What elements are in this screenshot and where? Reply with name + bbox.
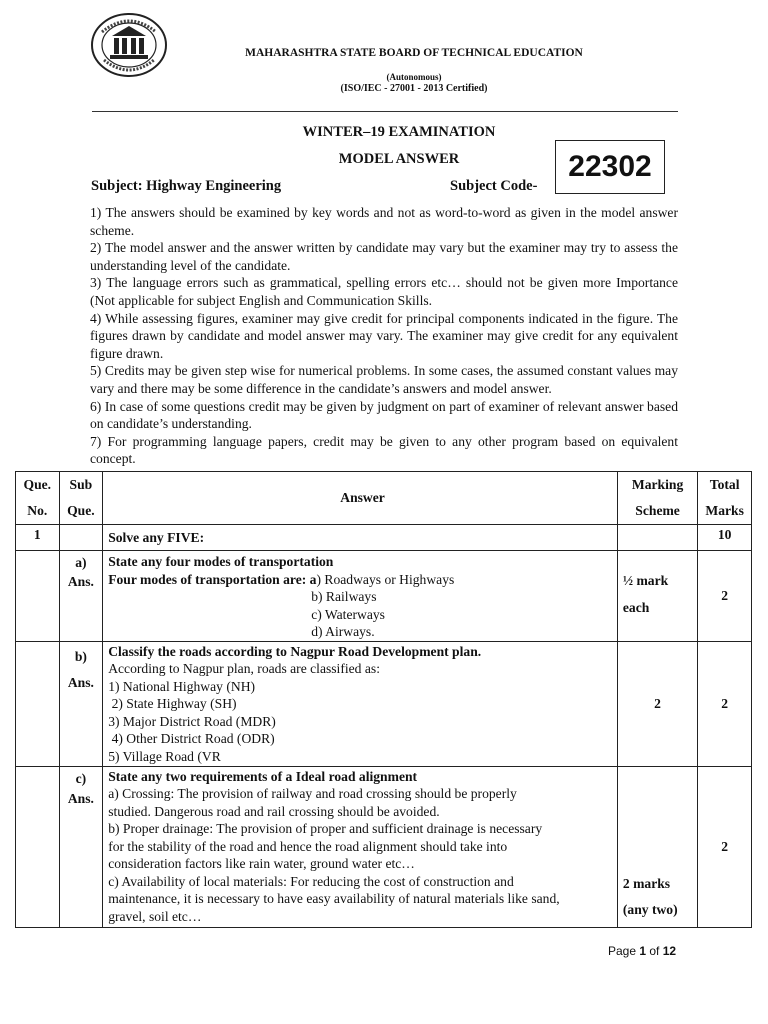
subq-label: a) Ans. (59, 551, 103, 642)
page-number: 1 (639, 944, 647, 958)
header-divider (92, 111, 678, 112)
table-header-row (16, 472, 752, 525)
instruction-item: 7) For programming language papers, credit may be given to any other program based on equivalent concept. (90, 433, 678, 467)
question-number: 1 (16, 525, 60, 551)
answer-cell: State any two requirements of a Ideal road alignment a) Crossing: The provision of railway and road crossing should be properly studied. Dangerous road and rail crossing should be avoided. b) Proper drainage: The provision of proper and sufficient drainage is necessary for the stability of the road and hence the road alignment should take into consideration factors like rain water, ground water etc… c) Availability of local materials: For reducing the cost of construction and maintenance, it is necessary to have easy availability of natural materials like sand, gravel, soil etc… (103, 766, 618, 927)
answer-cell: State any four modes of transportation Four modes of transportation are: a) Roadways or Highways b) Railways c) Waterways d) Airways. (103, 551, 618, 642)
total-cell: 2 (698, 641, 752, 766)
page-total: 12 (662, 944, 677, 958)
instruction-item: 3) The language errors such as grammatical, spelling errors etc… should not be given more Importance (Not applicable for subject English and Communication Skills. (90, 275, 678, 308)
subq-label: b) Ans. (59, 641, 103, 766)
header-total-marks: Total Marks (698, 472, 752, 525)
board-name: MAHARASHTRA STATE BOARD OF TECHNICAL EDUCATION (245, 47, 583, 59)
exam-title: WINTER–19 EXAMINATION (302, 124, 496, 140)
answer-cell: Classify the roads according to Nagpur Road Development plan. According to Nagpur plan, roads are classified as: 1) National Highway (NH) 2) State Highway (SH) 3) Major District Road (MDR) 4) Other District Road (ODR) 5) Village Road (VR (103, 641, 618, 766)
certification-label: (ISO/IEC - 27001 - 2013 Certified) (340, 83, 488, 94)
page-footer: Page 1 of 12 (608, 944, 677, 958)
marking-table (15, 471, 752, 928)
instructions (90, 204, 678, 468)
board-logo-icon (90, 12, 168, 78)
header-marking-scheme: Marking Scheme (617, 472, 697, 525)
subq-label: c) Ans. (59, 766, 103, 927)
autonomous-label: (Autonomous) (386, 72, 442, 82)
marking-cell: ½ mark each (617, 551, 697, 642)
total-cell: 2 (698, 766, 752, 927)
instruction-item: 2) The model answer and the answer written by candidate may vary but the examiner may try to assess the understanding level of the candidate. (90, 240, 678, 273)
model-answer-title: MODEL ANSWER (338, 151, 460, 167)
table-row (16, 766, 752, 927)
table-row (16, 551, 752, 642)
marking-cell: 2 marks (any two) (617, 766, 697, 927)
subject-code-label: Subject Code- (450, 178, 538, 194)
question-total: 10 (698, 525, 752, 551)
table-row (16, 525, 752, 551)
subject-code-box: 22302 (555, 140, 665, 194)
instruction-item: 1) The answers should be examined by key words and not as word-to-word as given in the model answer scheme. (90, 205, 678, 238)
table-row (16, 641, 752, 766)
header-sub-que: Sub Que. (59, 472, 103, 525)
header-answer: Answer (103, 472, 618, 525)
question-title: Solve any FIVE: (103, 525, 618, 551)
instruction-item: 4) While assessing figures, examiner may give credit for principal components indicated in the figure. The figures drawn by candidate and model answer may vary. The examiner may give credit for any equivalent figure drawn. (90, 310, 678, 361)
subject-label: Subject: Highway Engineering (91, 178, 282, 194)
header-que-no: Que. No. (16, 472, 60, 525)
instruction-item: 5) Credits may be given step wise for numerical problems. In some cases, the assumed constant values may vary and there may be some difference in the candidate’s answers and model answer. (90, 363, 678, 396)
instruction-item: 6) In case of some questions credit may be given by judgment on part of examiner of relevant answer based on candidate’s understanding. (90, 398, 678, 432)
marking-cell: 2 (617, 641, 697, 766)
total-cell: 2 (698, 551, 752, 642)
